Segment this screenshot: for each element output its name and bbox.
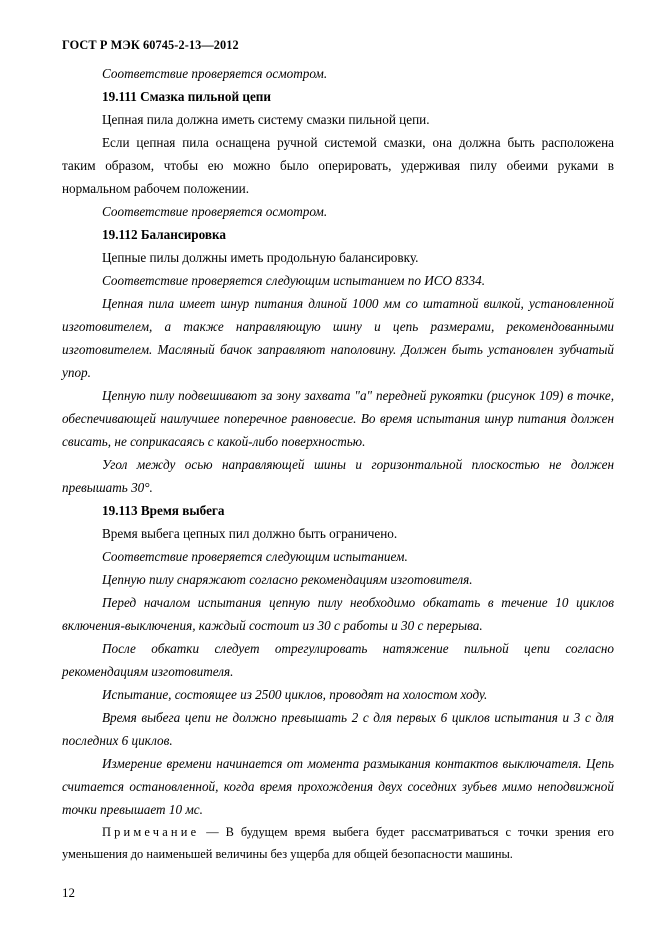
compliance-text: Время выбега цепи не должно превышать 2 с для первых 6 циклов испытания и 3 с для последних 6 циклов. (62, 710, 614, 748)
page-number: 12 (62, 885, 75, 900)
compliance-text: Соответствие проверяется следующим испытанием. (102, 549, 408, 564)
compliance-text: После обкатки следует отрегулировать натяжение пильной цепи согласно рекомендациям изготовителя. (62, 641, 614, 679)
compliance-text: Соответствие проверяется следующим испытанием по ИСО 8334. (102, 273, 486, 288)
compliance-text: Измерение времени начинается от момента размыкания контактов выключателя. Цепь считается остановленной, когда время прохождения двух соседних зубьев мимо неподвижной точки превышает 10 мс. (62, 756, 614, 817)
document-body (62, 62, 614, 865)
compliance-text: Цепная пила имеет шнур питания длиной 1000 мм со штатной вилкой, установленной изготовителем, а также направляющую шину и цепь размерами, рекомендованными изготовителем. Масляный бачок заправляют наполовину. Должен быть установлен зубчатый упор. (62, 296, 614, 380)
compliance-text: Испытание, состоящее из 2500 циклов, проводят на холостом ходу. (102, 687, 488, 702)
requirement-text: Цепная пила должна иметь систему смазки пильной цепи. (102, 112, 430, 127)
compliance-text: Соответствие проверяется осмотром. (102, 66, 328, 81)
note-text: — В будущем время выбега будет рассматриваться с точки зрения его уменьшения до наименьшей величины без ущерба для общей безопасности машины. (62, 825, 614, 861)
note-label: Примечание (102, 825, 200, 839)
section-heading: 19.111 Смазка пильной цепи (102, 89, 272, 104)
compliance-text: Соответствие проверяется осмотром. (102, 204, 328, 219)
requirement-text: Время выбега цепных пил должно быть ограничено. (102, 526, 398, 541)
compliance-text: Угол между осью направляющей шины и горизонтальной плоскостью не должен превышать 30°. (62, 457, 614, 495)
compliance-text: Цепную пилу подвешивают за зону захвата "а" передней рукоятки (рисунок 109) в точке, обеспечивающей наилучшее поперечное равновесие. Во время испытания шнур питания должен свисать, не соприкасаясь с какой-либо поверхностью. (62, 388, 614, 449)
section-heading: 19.112 Балансировка (102, 227, 227, 242)
note (62, 821, 614, 865)
requirement-text: Цепные пилы должны иметь продольную балансировку. (102, 250, 419, 265)
section-heading: 19.113 Время выбега (102, 503, 225, 518)
compliance-text: Перед началом испытания цепную пилу необходимо обкатать в течение 10 циклов включения-выключения, каждый состоит из 30 с работы и 30 с перерыва. (62, 595, 614, 633)
standard-header: ГОСТ Р МЭК 60745-2-13—2012 (62, 38, 239, 52)
compliance-text: Цепную пилу снаряжают согласно рекомендациям изготовителя. (102, 572, 473, 587)
requirement-text: Если цепная пила оснащена ручной системой смазки, она должна быть расположена таким образом, чтобы ею можно было оперировать, удерживая пилу обеими руками в нормальном рабочем положении. (62, 135, 614, 196)
